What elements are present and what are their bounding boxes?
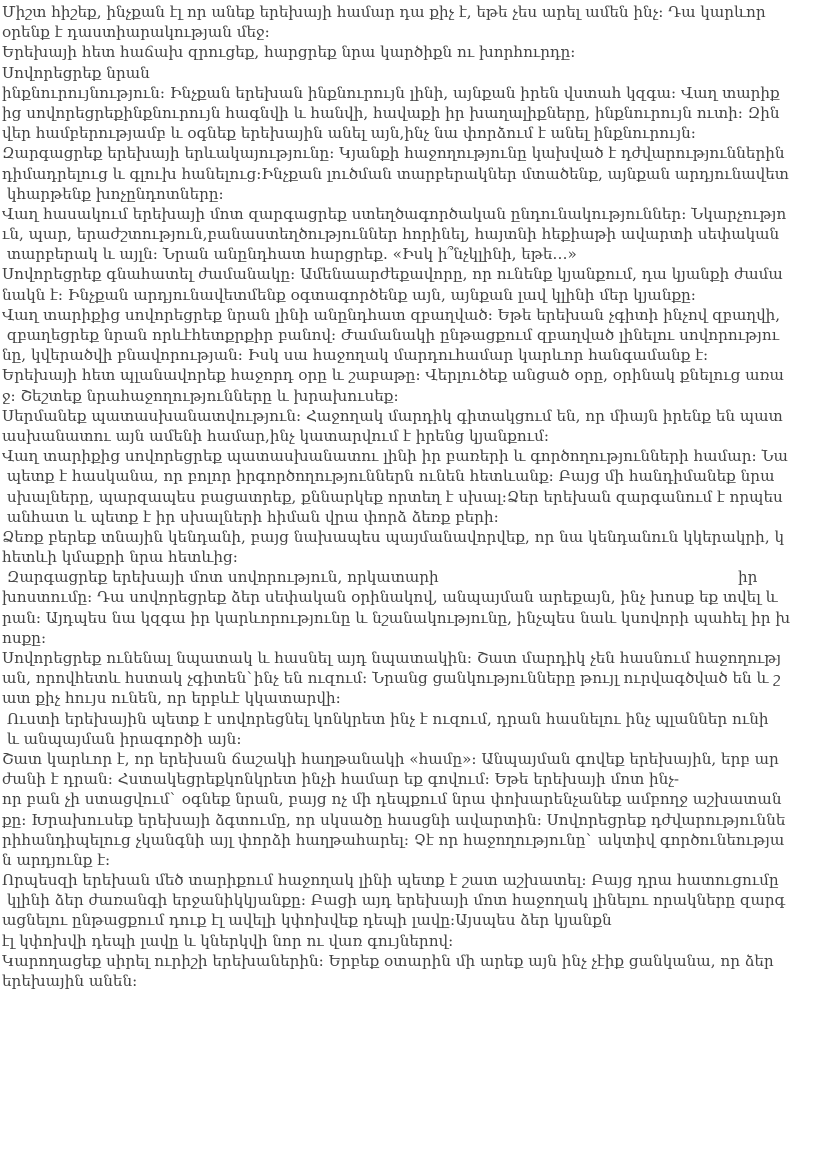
- text-line: որ բան չի ստացվում` օգնեք նրան, բայց ոչ մի դեպքում նրա փոխարենչանեք ամբողջ աշխատան: [2, 790, 782, 809]
- text-line: րան: Այդպես նա կզգա իր կարևորությունը և նշանակությունը, ինչպես նաև կսովորի պահել իր խ: [2, 608, 791, 627]
- text-line: էլ կփոխվի դեպի լավը և կներկվի նոր ու վառ գույներով:: [2, 931, 454, 950]
- text-line: Վաղ հասակում երեխայի մոտ զարգացրեք ստեղծագործական ընդունակություններ: Նկարչությո: [2, 204, 787, 223]
- text-line: հետևի կմաքրի նրա հետևից:: [2, 548, 238, 567]
- text-line: ւն, պար, երաժշտություն,բանաստեղծություններ հորինել, հայտնի հեքիաթի ավարտի սեփական: [2, 225, 780, 244]
- text-line: Սովորեցրեք գնահատել ժամանակը: Ամենաարժեքավորը, որ ունենք կյանքում, դա կյանքի ժամա: [2, 265, 783, 284]
- text-line: Վաղ տարիքից սովորեցրեք պատասխանատու լինի իր բառերի և գործողությունների համար: Նա: [2, 447, 788, 466]
- text-line: նակն է: Ինչքան արդյունավետմենք օգտագործենք այն, այնքան լավ կլինի մեր կյանքը:: [2, 285, 696, 304]
- text-line: զբաղեցրեք նրան որևէհետքրքիր բանով: Ժամանակի ընթացքում զբաղված լինելու սովորությու: [2, 326, 780, 344]
- text-line: օրենք է դաստիարակության մեջ:: [2, 23, 270, 42]
- text-line: ժանի է դրան: Հստակեցրեքկոնկրետ ինչի համար եք գովում: Եթե երեխայի մոտ ինչ-: [2, 770, 680, 789]
- text-line: կհարթենք խոչընդոտները:: [2, 184, 224, 203]
- text-line: րիհանդիպելուց չկանգնի այլ փորձի հաղթահարել: Չէ որ հաջողությունը` ակտիվ գործունեությա: [2, 830, 785, 849]
- text-line: պետք է հասկանա, որ բոլոր իրգործողություններն ունեն հետևանք: Բայց մի հանդիմանեք նրա: [2, 467, 775, 486]
- text-line: Սովորեցրեք ունենալ նպատակ և հասնել այդ նպատակին: Շատ մարդիկ չեն հասնում հաջողությ: [2, 649, 782, 667]
- text-line: ն արդյունք է:: [2, 850, 111, 869]
- text-line: վեր համբերությամբ և օգնեք երեխային անել այն,ինչ նա փորձում է անել ինքնուրույն:: [2, 124, 696, 143]
- text-line: տարբերակ և այլն: Նրան անընդհատ հարցրեք. «Իսկ ի՞նչկլինի, եթե…»: [2, 245, 577, 264]
- text-line: խոստումը: Դա սովորեցրեք ձեր սեփական օրինակով, անպայման արեքայն, ինչ խոսք եք տվել և: [2, 588, 778, 607]
- text-line: ինքնուրույնություն: Ինչքան երեխան ինքնուրույն լինի, այնքան իրեն վստահ կզգա: Վաղ տարիք: [2, 83, 780, 102]
- text-line: Շատ կարևոր է, որ երեխան ճաշակի հաղթանակի «համը»: Անպայման գովեք երեխային, երբ ար: [2, 749, 779, 768]
- text-line: ան, որովհետև հստակ չգիտեն`ինչ են ուզում: Նրանց ցանկությունները թույլ ուրվագծված են և շ: [2, 669, 781, 688]
- text-line: ոսքը:: [2, 628, 47, 647]
- text-line: Վաղ տարիքից սովորեցրեք նրան լինի անընդհատ զբաղված: Եթե երեխան չգիտի ինչով զբաղվի,: [2, 305, 781, 324]
- text-line: Կարողացեք սիրել ուրիշի երեխաներին: Երբեք օտարին մի արեք այն ինչ չէիք ցանկանա, որ ձեր: [2, 951, 774, 970]
- text-line: երեխային անեն:: [2, 972, 138, 990]
- text-line: Երեխայի հետ հաճախ զրուցեք, հարցրեք նրա կարծիքն ու խորհուրդը:: [2, 43, 576, 62]
- text-line: Զարգացրեք երեխայի մոտ սովորություն, որկատարի իր: [2, 568, 758, 587]
- text-line: ից սովորեցրեքինքնուրույն հագնվի և հանվի, հավաքի իր խաղալիքները, ինքնուրույն ուտի: Զին: [2, 103, 780, 122]
- text-line: Երեխայի հետ պլանավորեք հաջորդ օրը և շաբաթը: Վերլուծեք անցած օրը, օրինակ քնելուց առա: [2, 366, 784, 385]
- text-line: ասխանատու այն ամենի համար,ինչ կատարվում է իրենց կյանքում:: [2, 426, 549, 445]
- text-line: անհատ և պետք է իր սխալների հիման վրա փորձ ձեռք բերի:: [2, 507, 499, 526]
- text-line: կլինի ձեր ժառանգի երջանիկկյանքը: Բացի այդ երեխայի մոտ հաջողակ լինելու որակները զարգ: [2, 891, 786, 910]
- document-page: [2, 2, 810, 1172]
- text-line: ացնելու ընթացքում դուք էլ ավելի կփոխվեք դեպի լավը:Այսպես ձեր կյանքն: [2, 911, 612, 930]
- text-line: Սերմանեք պատասխանատվություն: Հաջողակ մարդիկ գիտակցում են, որ միայն իրենք են պատ: [2, 406, 783, 425]
- text-line: Միշտ հիշեք, ինչքան էլ որ անեք երեխայի համար դա քիչ է, եթե չես արել ամեն ինչ: Դա կարևոր: [2, 3, 766, 21]
- text-line: դիմադրելուց և գլուխ հանելուց:Ինչքան լուծման տարբերակներ մտածենք, այնքան արդյունավետ: [2, 164, 789, 183]
- text-line: քը: Խրախուսեք երեխայի ձգտումը, որ սկսածը հասցնի ավարտին: Սովորեցրեք դժվարություննե: [2, 810, 786, 829]
- text-line: Որպեսզի երեխան մեծ տարիքում հաջողակ լինի պետք է շատ աշխատել: Բայց դրա հատուցումը: [2, 871, 779, 890]
- text-line: Ձեռք բերեք տնային կենդանի, բայց նախապես պայմանավորվեք, որ նա կենդանուն կկերակրի, կ: [2, 527, 785, 546]
- text-line: ատ քիչ հույս ունեն, որ երբևէ կկատարվի:: [2, 689, 341, 708]
- text-line: սխալները, պարզապես բացատրեք, քննարկեք որտեղ է սխալ:Ձեր երեխան զարգանում է որպես: [2, 487, 783, 506]
- text-line: Սովորեցրեք նրան: [2, 63, 150, 82]
- text-line: ջ: Շեշտեք նրահաջողությունները և խրախուսեք:: [2, 386, 399, 405]
- text-line: Ուստի երեխային պետք է սովորեցնել կոնկրետ ինչ է ուզում, դրան հասնելու ինչ պլաններ ունի: [2, 709, 769, 728]
- text-line: և անպայման իրագործի այն:: [2, 729, 242, 748]
- text-line: Զարգացրեք երեխայի երևակայությունը: Կյանքի հաջողությունը կախված է դժվարություններին: [2, 144, 785, 163]
- text-line: նը, կվերածվի բնավորության: Իսկ սա հաջողակ մարդուհամար կարևոր հանգամանք է:: [2, 346, 709, 365]
